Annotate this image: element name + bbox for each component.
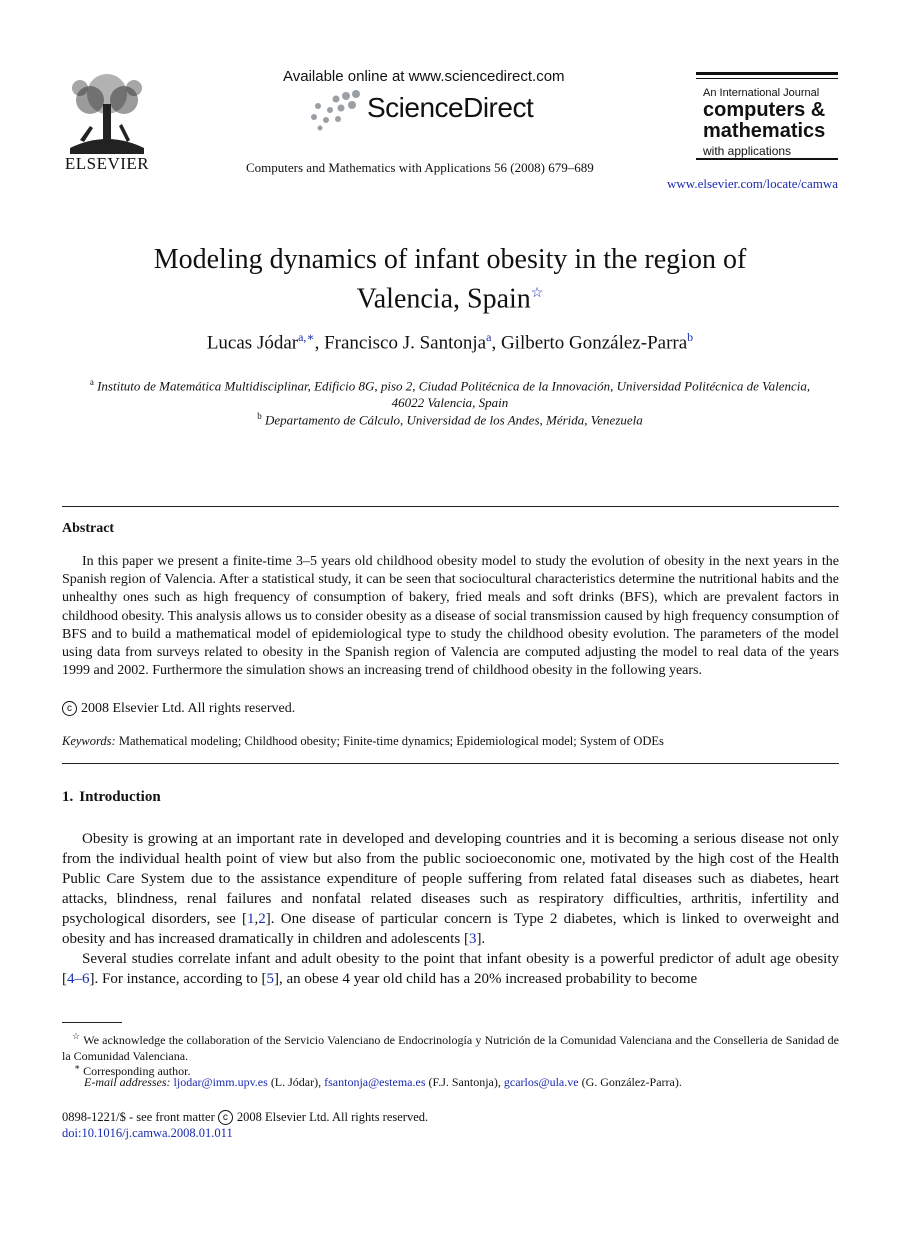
journal-box-title (703, 100, 825, 142)
email-link[interactable]: ljodar@imm.upv.es (173, 1075, 268, 1089)
paragraph-text: ]. One disease of particular concern is Type 2 diabetes, which is linked to overweight and obesity and has increased dramatically in children and adolescents [ (62, 911, 840, 947)
author-name: Francisco J. Santonja (324, 332, 487, 354)
sciencedirect-wordmark: ScienceDirect (367, 92, 534, 123)
affiliation-mark: a (89, 377, 94, 387)
sciencedirect-logo[interactable] (306, 88, 546, 132)
keywords (62, 734, 664, 749)
article-title-line2-text: Valencia, Spain (356, 283, 531, 315)
paragraph-text: ], an obese 4 year old child has a 20% increased probability to become (274, 971, 698, 987)
email-link[interactable]: fsantonja@estema.es (324, 1075, 426, 1089)
email-label: E-mail addresses: (84, 1075, 171, 1089)
journal-box-title-line1: computers & (703, 99, 826, 121)
bottom-copyright: 2008 Elsevier Ltd. All rights reserved. (236, 1110, 429, 1124)
copyright-icon: c (218, 1110, 233, 1125)
journal-box-rule (696, 158, 838, 160)
section-title: Introduction (79, 789, 161, 805)
publisher-name: ELSEVIER (64, 154, 150, 173)
sciencedirect-dots-icon (306, 88, 366, 132)
paragraph-text: Several studies correlate infant and adult obesity to the point that infant obesity is a powerful predictor of adult age obesity [ (62, 951, 839, 987)
copyright-text: 2008 Elsevier Ltd. All rights reserved. (81, 701, 296, 716)
divider (62, 506, 839, 507)
copyright-icon: c (62, 701, 77, 716)
issn-line (62, 1110, 428, 1125)
affiliation-b (70, 408, 830, 428)
footnote-text: Corresponding author. (83, 1064, 191, 1078)
email-owner: (G. González-Parra). (581, 1075, 682, 1089)
affiliation-a (70, 374, 830, 411)
intro-paragraph-2 (62, 949, 839, 989)
intro-paragraph-1: Obesity is growing at an important rate in developed and developing countries and it is becoming a serious disease not only from the individual health point of view but also from the public socioeconomic one, motivated by the high cost of the Health Public Care System due to the assistance expenditure of people suffering from related fatal diseases such as diabetes, heart attacks, blindness, renal failures and nonfatal related diseases such as respiratory difficulties, arthritis, infertility and psychological disorders, see [1,2]. One disease of particular concern is Type 2 diabetes, which is linked to overweight and obesity and has increased dramatically in children and adolescents [3]. (62, 831, 840, 947)
available-online-text: Available online at www.sciencedirect.com (283, 68, 565, 85)
article-title (60, 243, 840, 316)
keywords-list: Mathematical modeling; Childhood obesity; Finite-time dynamics; Epidemiological model; System of ODEs (118, 734, 664, 748)
affiliation-text: Instituto de Matemática Multidisciplinar, Edificio 8G, piso 2, Ciudad Politécnica de la Innovación, Universidad Politécnica de Valencia, (97, 378, 811, 394)
affiliation-text-cont: 46022 Valencia, Spain (391, 395, 509, 411)
journal-box-title-line2: mathematics (703, 120, 826, 142)
email-owner: (L. Jódar), (270, 1075, 322, 1089)
author-name: Gilberto González-Parra (500, 332, 688, 354)
footnote-acknowledgment (62, 1029, 839, 1064)
author-name: Lucas Jódar (206, 332, 299, 354)
paragraph-text: ]. For instance, according to [ (89, 971, 267, 987)
reference-link[interactable]: 2 (258, 911, 266, 927)
email-owner: (F.J. Santonja), (428, 1075, 501, 1089)
journal-box-rule (696, 72, 838, 75)
author-affiliation-mark[interactable]: b (687, 330, 694, 344)
abstract-copyright (62, 701, 295, 717)
divider (62, 763, 839, 764)
title-footnote-mark[interactable]: ☆ (530, 286, 544, 301)
article-title-line2 (60, 277, 840, 316)
journal-box-rule (696, 78, 838, 79)
footnote-mark: ☆ (72, 1031, 81, 1041)
affiliation-text: Departamento de Cálculo, Universidad de los Andes, Mérida, Venezuela (264, 412, 643, 428)
reference-link[interactable]: 5 (266, 971, 275, 987)
abstract-heading: Abstract (62, 521, 115, 536)
journal-box-intl: An International Journal (703, 87, 820, 99)
keywords-label: Keywords: (62, 734, 116, 748)
doi-link[interactable]: doi:10.1016/j.camwa.2008.01.011 (62, 1126, 233, 1140)
section-heading (62, 789, 167, 806)
paragraph-text: ]. (476, 931, 486, 947)
elsevier-logo (60, 70, 154, 174)
reference-link[interactable]: 1 (247, 911, 255, 927)
journal-cover-box (696, 72, 838, 162)
author-affiliation-mark[interactable]: a (486, 330, 492, 344)
issn-text: 0898-1221/$ - see front matter (62, 1110, 215, 1124)
author-affiliation-mark[interactable]: a,∗ (298, 330, 315, 344)
paragraph-text: Obesity is growing at an important rate in developed and developing countries and it is becoming a serious disease not only from the individual health point of view but also from the public socioeconomic one, motivated by the high cost of the Health Public Care System due to the assistance expenditure of people suffering from related fatal diseases such as diabetes, heart attacks, blindness, renal failures and nonfatal related diseases such as respiratory difficulties, arthritis, infertility and psychological disorders, see [ (62, 831, 839, 927)
abstract-body: In this paper we present a finite-time 3–5 years old childhood obesity model to study the evolution of obesity in the next years in the Spanish region of Valencia. After a statistical study, it can be seen that sociocultural characteristics determine the nutritional habits and the unhealthy ones such as high frequency of consumption of bakery, fried meals and soft drinks (BFS), which are prevalent factors in childhood obesity. This analysis allows us to consider obesity as a disease of social transmission caused by high frequency consumption of BFS and to build a mathematical model of epidemiological type to study the childhood obesity evolution. The parameters of the model using data from surveys related to obesity in the Spanish region of Valencia are computed adjusting the model to real data of the years 1999 and 2002. Furthermore the simulation shows an increasing trend of childhood obesity in the following years. (62, 554, 839, 679)
reference-link[interactable]: 3 (468, 931, 477, 947)
reference-link[interactable]: 4–6 (67, 971, 90, 987)
journal-box-subtitle: with applications (703, 144, 792, 158)
footnote-mark: ∗ (74, 1062, 81, 1072)
journal-url-link[interactable]: www.elsevier.com/locate/camwa (667, 176, 838, 191)
article-title-line1: Modeling dynamics of infant obesity in the region of (153, 244, 747, 275)
footnote-divider (62, 1022, 122, 1023)
email-link[interactable]: gcarlos@ula.ve (503, 1075, 579, 1089)
affiliation-mark: b (257, 411, 262, 421)
footnote-emails (62, 1075, 839, 1091)
section-number: 1. (62, 789, 74, 805)
footnote-text: We acknowledge the collaboration of the Servicio Valenciano de Endocrinología y Nutrición de la Comunidad Valenciana and the Conselleria de Sanidad de la Comunidad Valenciana. (62, 1033, 839, 1063)
journal-citation: Computers and Mathematics with Applications 56 (2008) 679–689 (246, 160, 594, 175)
author-list: Lucas Jódar$^{a,∗}$, Francisco J. Santonja$^a$, Gilberto González-Parra$^b$ (206, 330, 694, 354)
elsevier-tree-icon (60, 70, 154, 156)
